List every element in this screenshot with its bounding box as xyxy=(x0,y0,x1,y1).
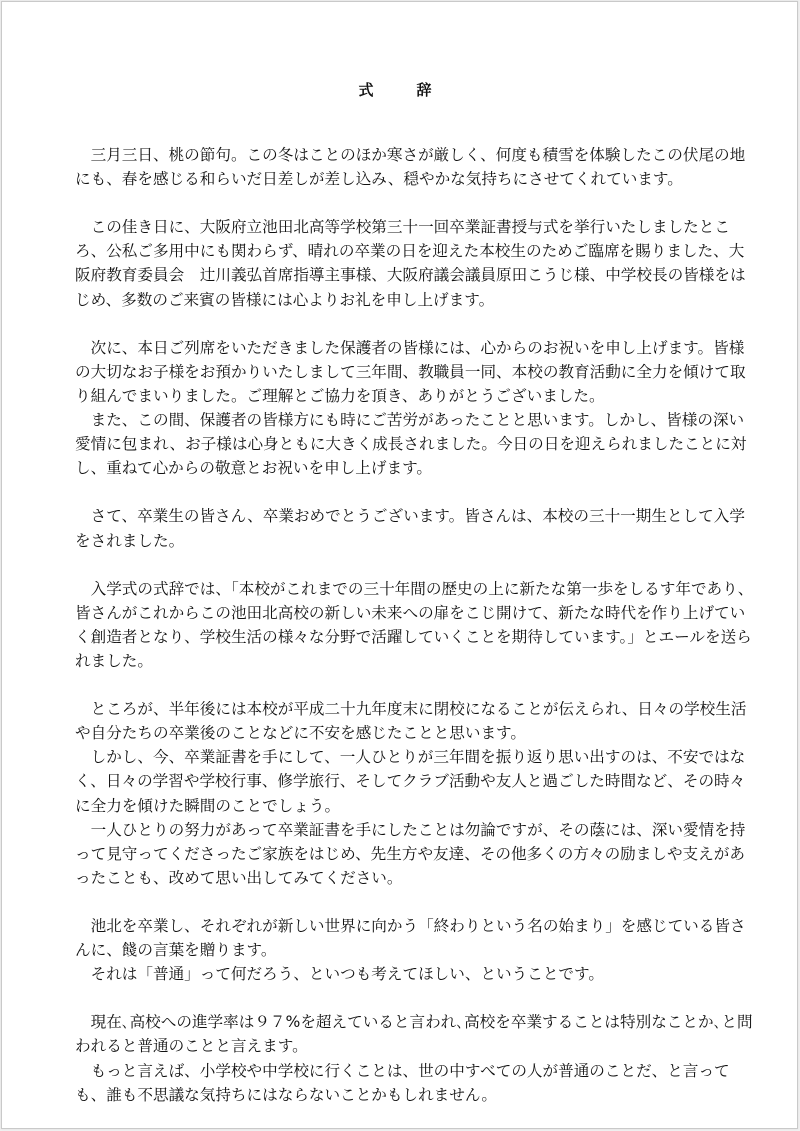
line: この佳き日に、大阪府立池田北高等学校第三十一回卒業証書授与式を挙行いたしましたところ、公私ご多用中にも関わらず、晴れの卒業の日を迎えた本校生のためご臨席を賜りました、大阪府教育委員会 辻川義弘首席指導主事様、大阪府議会議員原田こうじ様、中学校長の皆様をはじめ、多数のご来賓の皆様には心よりお礼を申し上げます。 xyxy=(75,218,746,309)
paragraph-7 xyxy=(75,914,755,986)
line: 池北を卒業し、それぞれが新しい世界に向かう「終わりという名の始まり」を感じている皆さんに、餞の言葉を贈ります。 xyxy=(75,917,746,960)
paragraph-5 xyxy=(75,577,755,673)
paragraph-4 xyxy=(75,504,755,552)
line: 三月三日、桃の節句。この冬はことのほか寒さが厳しく、何度も積雪を体験したこの伏尾の地にも、春を感じる和らいだ日差しが差し込み、穏やかな気持ちにさせてくれています。 xyxy=(75,146,746,189)
line: ところが、半年後には本校が平成二十九年度末に閉校になることが伝えられ、日々の学校生活や自分たちの卒業後のことなどに不安を感じたことと思います。 xyxy=(75,700,747,743)
paragraph-8 xyxy=(75,1010,755,1106)
line: また、この間、保護者の皆様方にも時にご苦労があったことと思います。しかし、皆様の深い愛情に包まれ、お子様は心身ともに大きく成長されました。今日の日を迎えられましたことに対し、重ねて心からの敬意とお祝いを申し上げます。 xyxy=(75,411,747,478)
document-title: 式 辞 xyxy=(358,81,446,99)
line: しかし、今、卒業証書を手にして、一人ひとりが三年間を振り返り思い出すのは、不安ではなく、日々の学習や学校行事、修学旅行、そしてクラブ活動や友人と過ごした時間など、その時々に全力を傾けた瞬間のことでしょう。 xyxy=(75,748,746,815)
line: 次に、本日ご列席をいただきました保護者の皆様には、心からのお祝いを申し上げます。皆様の大切なお子様をお預かりいたしまして三年間、教職員一同、本校の教育活動に全力を傾けて取り組んでまいりました。ご理解とご協力を頂き、ありがとうございました。 xyxy=(75,338,746,405)
line: さて、卒業生の皆さん、卒業おめでとうございます。皆さんは、本校の三十一期生として入学をされました。 xyxy=(75,507,745,550)
document-body xyxy=(75,143,755,1131)
line: 現在､高校への進学率は９７%を超えていると言われ､高校を卒業することは特別なことか､と問われると普通のことと言えます。 xyxy=(75,1013,753,1056)
paragraph-1 xyxy=(75,143,755,191)
line: 入学式の式辞では、「本校がこれまでの三十年間の歴史の上に新たな第一歩をしるす年であり、皆さんがこれからこの池田北高校の新しい未来への扉をこじ開けて、新たな時代を作り上げていく創造者となり、学校生活の様々な分野で活躍していくことを期待しています。」とエールを送られました。 xyxy=(75,579,754,670)
line: 一人ひとりの努力があって卒業証書を手にしたことは勿論ですが、その蔭には、深い愛情を持って見守ってくださったご家族をはじめ、先生方や友達、その他多くの方々の励ましや支えがあったことも、改めて思い出してみてください。 xyxy=(75,820,746,887)
document-page xyxy=(1,1,798,1129)
paragraph-6 xyxy=(75,697,755,890)
paragraph-2 xyxy=(75,215,755,311)
paragraph-3 xyxy=(75,336,755,481)
line: もっと言えば、小学校や中学校に行くことは、世の中すべての人が普通のことだ、と言っても、誰も不思議な気持ちにはならないことかもしれません。 xyxy=(75,1061,730,1104)
line: それは「普通」って何だろう、といつも考えてほしい、ということです。 xyxy=(90,965,604,984)
